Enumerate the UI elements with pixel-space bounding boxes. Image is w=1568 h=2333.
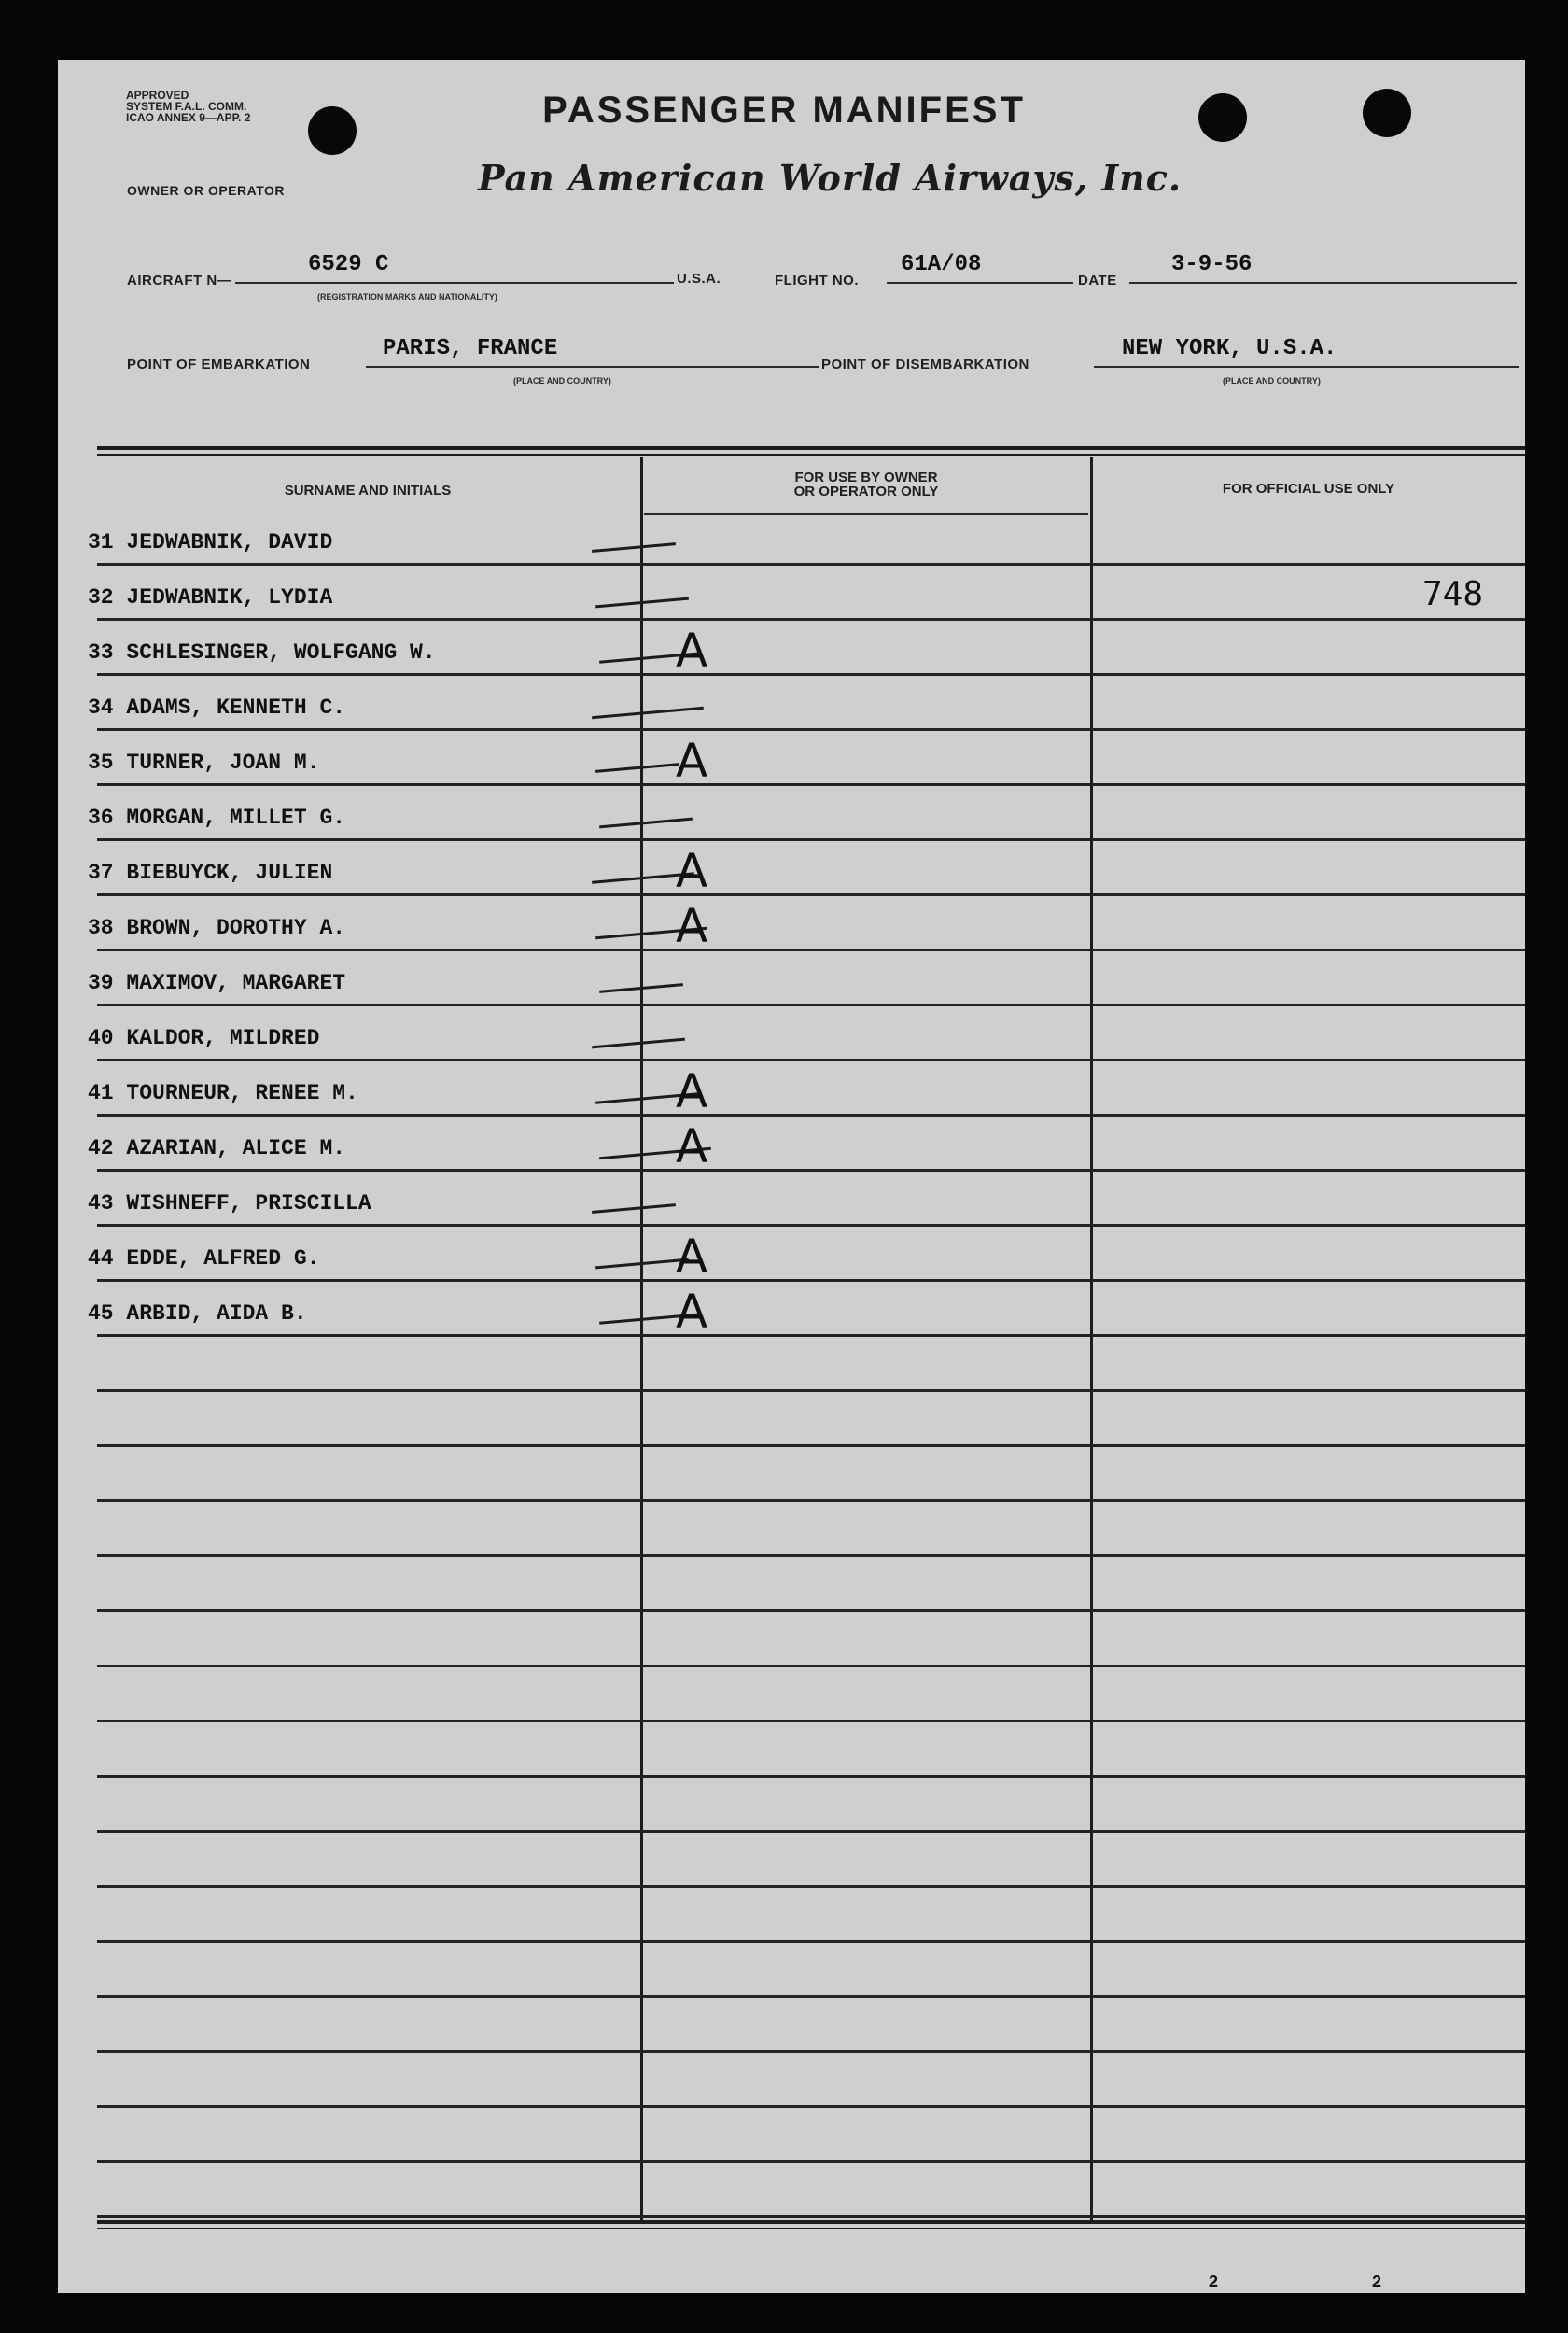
- disembarkation-label: POINT OF DISEMBARKATION: [821, 357, 1029, 372]
- flight-underline: [887, 282, 1073, 284]
- blank-row: [97, 1667, 1525, 1722]
- column-header-names: SURNAME AND INITIALS: [284, 483, 452, 499]
- blank-row: [97, 1337, 1525, 1392]
- date-value: 3-9-56: [1171, 252, 1253, 277]
- blank-row: [97, 2053, 1525, 2108]
- passenger-name: 32 JEDWABNIK, LYDIA: [88, 585, 333, 610]
- handwritten-mark: A: [676, 1230, 708, 1284]
- blank-row: [97, 1612, 1525, 1667]
- company-name: Pan American World Airways, Inc.: [478, 157, 1183, 199]
- table-row: [88, 1117, 1525, 1174]
- aircraft-underline: [235, 282, 674, 284]
- column-header-owner: FOR USE BY OWNER OR OPERATOR ONLY: [793, 470, 939, 499]
- check-dash: [599, 818, 693, 829]
- embarkation-underline: [366, 366, 819, 368]
- passenger-name: 43 WISHNEFF, PRISCILLA: [88, 1191, 371, 1216]
- passenger-name: 42 AZARIAN, ALICE M.: [88, 1136, 346, 1160]
- nationality-label: U.S.A.: [677, 271, 721, 287]
- disembarkation-value: NEW YORK, U.S.A.: [1122, 336, 1337, 361]
- blank-row: [97, 1392, 1525, 1447]
- check-dash: [592, 1203, 676, 1214]
- passenger-name: 36 MORGAN, MILLET G.: [88, 806, 346, 830]
- table-top-rule: [97, 446, 1525, 450]
- table-top-rule: [97, 454, 1525, 456]
- table-row: [88, 896, 1525, 953]
- blank-row: [97, 1998, 1525, 2053]
- embarkation-sub-label: (PLACE AND COUNTRY): [513, 376, 611, 386]
- date-underline: [1129, 282, 1517, 284]
- check-dash: [595, 763, 679, 773]
- handwritten-mark: A: [676, 1285, 708, 1339]
- table-row: [88, 1061, 1525, 1118]
- table-row: [88, 1282, 1525, 1339]
- handwritten-mark: A: [676, 1119, 708, 1174]
- passenger-name: 35 TURNER, JOAN M.: [88, 751, 320, 775]
- passenger-name: 40 KALDOR, MILDRED: [88, 1026, 320, 1050]
- embarkation-value: PARIS, FRANCE: [383, 336, 558, 361]
- check-dash: [599, 983, 683, 993]
- embarkation-label: POINT OF EMBARKATION: [127, 357, 311, 372]
- blank-row: [97, 1833, 1525, 1888]
- handwritten-mark: A: [676, 844, 708, 898]
- date-label: DATE: [1078, 273, 1117, 288]
- official-note: 748: [1422, 575, 1484, 613]
- blank-row: [97, 2108, 1525, 2163]
- aircraft-sub-label: (REGISTRATION MARKS AND NATIONALITY): [317, 292, 497, 302]
- passenger-name: 31 JEDWABNIK, DAVID: [88, 530, 333, 555]
- table-row: [88, 621, 1525, 678]
- blank-row: [97, 1557, 1525, 1612]
- blank-row: [97, 2163, 1525, 2218]
- blank-row: [97, 1447, 1525, 1502]
- aircraft-label: AIRCRAFT N—: [127, 273, 232, 288]
- passenger-name: 41 TOURNEUR, RENEE M.: [88, 1081, 358, 1105]
- passenger-name: 37 BIEBUYCK, JULIEN: [88, 861, 333, 885]
- blank-row: [97, 1943, 1525, 1998]
- table-bottom-rule: [97, 2228, 1525, 2229]
- handwritten-mark: A: [676, 734, 708, 788]
- passenger-name: 44 EDDE, ALFRED G.: [88, 1246, 320, 1271]
- blank-row: [97, 1722, 1525, 1778]
- table-row: [88, 786, 1525, 841]
- handwritten-mark: A: [676, 1064, 708, 1118]
- approval-note: APPROVED SYSTEM F.A.L. COMM. ICAO ANNEX 9—APP. 2: [126, 89, 251, 124]
- passenger-name: 33 SCHLESINGER, WOLFGANG W.: [88, 640, 436, 665]
- disembarkation-sub-label: (PLACE AND COUNTRY): [1223, 376, 1321, 386]
- page-title: PASSENGER MANIFEST: [542, 90, 1026, 131]
- passenger-name: 34 ADAMS, KENNETH C.: [88, 696, 346, 720]
- column-header-official: FOR OFFICIAL USE ONLY: [1222, 481, 1395, 497]
- blank-row: [97, 1502, 1525, 1557]
- check-dash: [592, 707, 704, 719]
- check-dash: [592, 1038, 685, 1049]
- check-dash: [592, 542, 676, 553]
- table-row: [88, 731, 1525, 788]
- passenger-name: 38 BROWN, DOROTHY A.: [88, 916, 346, 940]
- check-dash: [595, 1258, 689, 1270]
- table-row: [88, 511, 1525, 566]
- flight-number: 61A/08: [901, 252, 982, 277]
- row-rule: [97, 2215, 1525, 2218]
- footer-number: 2: [1209, 2272, 1219, 2291]
- table-row: [88, 1172, 1525, 1227]
- flight-label: FLIGHT NO.: [775, 273, 859, 288]
- passenger-name: 45 ARBID, AIDA B.: [88, 1301, 307, 1326]
- owner-label: OWNER OR OPERATOR: [127, 183, 285, 198]
- table-row: [88, 676, 1525, 731]
- disembarkation-underline: [1094, 366, 1519, 368]
- aircraft-number: 6529 C: [308, 252, 389, 277]
- passenger-name: 39 MAXIMOV, MARGARET: [88, 971, 346, 995]
- table-row: [88, 951, 1525, 1006]
- table-row: [88, 566, 1525, 621]
- footer-number: 2: [1372, 2272, 1382, 2291]
- blank-row: [97, 1888, 1525, 1943]
- table-row: [88, 1006, 1525, 1061]
- check-dash: [595, 597, 689, 609]
- table-row: [88, 1227, 1525, 1284]
- table-bottom-rule: [97, 2220, 1525, 2224]
- blank-row: [97, 1778, 1525, 1833]
- handwritten-mark: A: [676, 624, 708, 678]
- handwritten-mark: A: [676, 899, 708, 953]
- table-row: [88, 841, 1525, 898]
